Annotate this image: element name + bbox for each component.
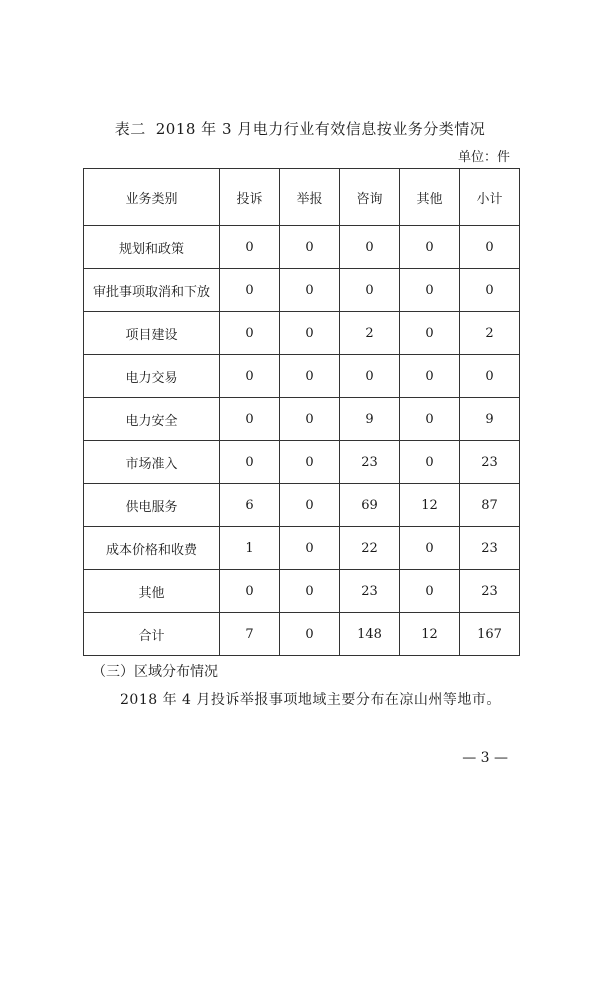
table-row (84, 527, 520, 570)
table-row (84, 226, 520, 269)
table-title-prefix: 表二 (114, 120, 146, 138)
cell-consultation: 0 (340, 355, 400, 398)
table-row (84, 398, 520, 441)
cell-consultation: 22 (340, 527, 400, 570)
cell-report: 0 (280, 226, 340, 269)
table-row (84, 269, 520, 312)
header-complaint: 投诉 (220, 169, 280, 226)
table-row (84, 484, 520, 527)
cell-complaint: 0 (220, 570, 280, 613)
cell-complaint: 0 (220, 269, 280, 312)
table-row (84, 441, 520, 484)
cell-other: 0 (400, 398, 460, 441)
cell-other: 0 (400, 441, 460, 484)
cell-subtotal: 167 (460, 613, 520, 656)
cell-subtotal: 0 (460, 269, 520, 312)
cell-other: 12 (400, 484, 460, 527)
cell-complaint: 0 (220, 441, 280, 484)
page-bottom-blank (0, 820, 600, 988)
cell-subtotal: 87 (460, 484, 520, 527)
cell-other: 0 (400, 570, 460, 613)
table-row (84, 570, 520, 613)
cell-other: 0 (400, 226, 460, 269)
header-report: 举报 (280, 169, 340, 226)
cell-subtotal: 9 (460, 398, 520, 441)
cell-consultation: 0 (340, 269, 400, 312)
cell-complaint: 0 (220, 226, 280, 269)
cell-subtotal: 23 (460, 527, 520, 570)
cell-consultation: 23 (340, 441, 400, 484)
table-row (84, 355, 520, 398)
header-subtotal: 小计 (460, 169, 520, 226)
cell-category: 规划和政策 (84, 226, 220, 269)
cell-other: 0 (400, 355, 460, 398)
table-header (84, 169, 520, 226)
cell-report: 0 (280, 484, 340, 527)
header-other: 其他 (400, 169, 460, 226)
header-consultation: 咨询 (340, 169, 400, 226)
data-table (83, 168, 520, 656)
cell-consultation: 0 (340, 226, 400, 269)
cell-consultation: 23 (340, 570, 400, 613)
table-row-total (84, 613, 520, 656)
cell-category: 成本价格和收费 (84, 527, 220, 570)
cell-other: 0 (400, 269, 460, 312)
cell-subtotal: 2 (460, 312, 520, 355)
cell-subtotal: 0 (460, 355, 520, 398)
cell-category: 电力交易 (84, 355, 220, 398)
cell-report: 0 (280, 441, 340, 484)
cell-other: 12 (400, 613, 460, 656)
cell-other: 0 (400, 527, 460, 570)
table-unit-label: 单位：件 (457, 150, 510, 165)
cell-complaint: 0 (220, 312, 280, 355)
table-row (84, 312, 520, 355)
business-category-table (83, 168, 519, 656)
header-category: 业务类别 (84, 169, 220, 226)
cell-category: 合计 (84, 613, 220, 656)
table-body (84, 226, 520, 656)
cell-category: 其他 (84, 570, 220, 613)
cell-complaint: 0 (220, 355, 280, 398)
cell-category: 电力安全 (84, 398, 220, 441)
page-number: — 3 — (462, 750, 508, 766)
cell-report: 0 (280, 269, 340, 312)
cell-complaint: 6 (220, 484, 280, 527)
cell-subtotal: 23 (460, 441, 520, 484)
cell-complaint: 7 (220, 613, 280, 656)
cell-report: 0 (280, 312, 340, 355)
cell-subtotal: 0 (460, 226, 520, 269)
cell-report: 0 (280, 527, 340, 570)
cell-subtotal: 23 (460, 570, 520, 613)
cell-report: 0 (280, 398, 340, 441)
table-title-text: 2018 年 3 月电力行业有效信息按业务分类情况 (155, 120, 486, 138)
table-header-row (84, 169, 520, 226)
cell-category: 市场准入 (84, 441, 220, 484)
cell-complaint: 1 (220, 527, 280, 570)
cell-other: 0 (400, 312, 460, 355)
cell-complaint: 0 (220, 398, 280, 441)
cell-category: 项目建设 (84, 312, 220, 355)
cell-consultation: 148 (340, 613, 400, 656)
table-title (0, 118, 600, 139)
cell-report: 0 (280, 613, 340, 656)
cell-category: 审批事项取消和下放 (84, 269, 220, 312)
cell-report: 0 (280, 570, 340, 613)
section-heading: （三）区域分布情况 (92, 664, 218, 680)
cell-consultation: 2 (340, 312, 400, 355)
section-paragraph: 2018 年 4 月投诉举报事项地域主要分布在凉山州等地市。 (120, 692, 501, 708)
cell-consultation: 9 (340, 398, 400, 441)
cell-report: 0 (280, 355, 340, 398)
cell-consultation: 69 (340, 484, 400, 527)
cell-category: 供电服务 (84, 484, 220, 527)
